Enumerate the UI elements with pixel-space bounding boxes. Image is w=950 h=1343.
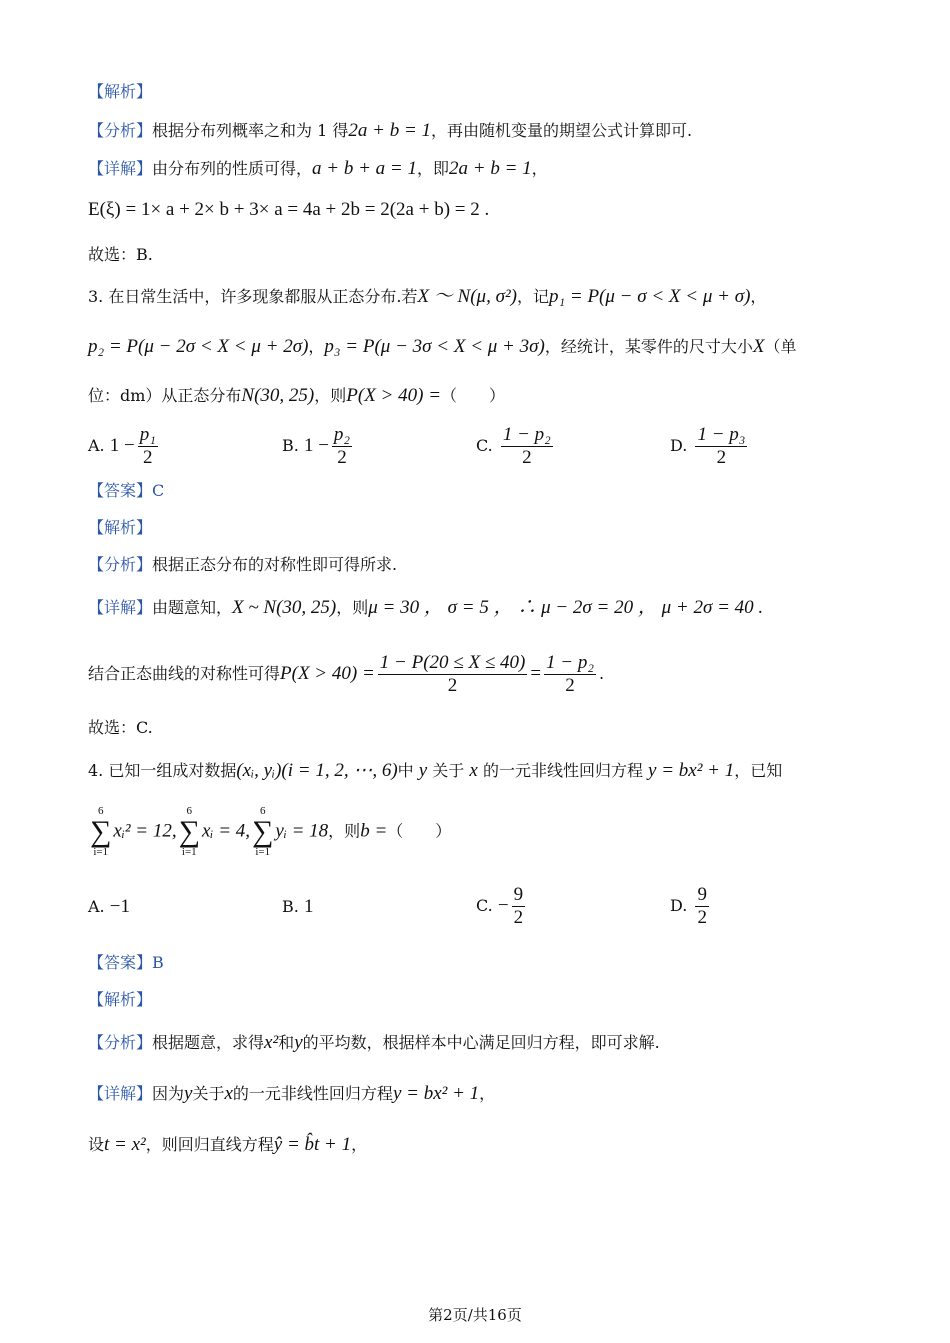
sum-lower: i=1	[181, 846, 197, 858]
analysis-line	[88, 119, 692, 143]
detail-text: 由分布列的性质可得，	[152, 159, 313, 178]
summation: 6 ∑ i=1	[90, 805, 112, 858]
detail-line	[88, 157, 548, 181]
detail-text: 的一元非线性回归方程	[232, 1084, 393, 1103]
q3-text: ，则	[314, 386, 347, 405]
fraction-numerator: p₁	[139, 424, 156, 445]
fraction-denominator: 2	[143, 446, 153, 468]
punct: ，	[531, 159, 548, 178]
q3-analysis-line	[88, 553, 397, 577]
analysis-text: 根据题意，求得	[152, 1033, 265, 1052]
q4-stem-line1	[88, 759, 782, 783]
q4-text: 中	[397, 761, 414, 780]
fraction-denominator: 2	[447, 674, 458, 696]
math-expr: p₂ = P(μ − 2σ < X < μ + 2σ)	[88, 336, 309, 357]
summation: 6 ∑ i=1	[178, 805, 200, 858]
fraction	[378, 652, 528, 697]
q4-text: 的一元非线性回归方程	[482, 761, 643, 780]
fraction-denominator: 2	[697, 906, 707, 928]
math-expr: ŷ = b̂t + 1	[273, 1134, 352, 1155]
q4-option-d	[670, 884, 712, 929]
q4-option-c	[476, 884, 528, 929]
fraction-numerator: 9	[513, 884, 524, 905]
q3-text: ，记	[517, 287, 550, 306]
math-expr: μ = 30 ， σ = 5 ， ∴ μ − 2σ = 20 ， μ + 2σ = 40 .	[368, 597, 764, 618]
fraction	[544, 652, 596, 697]
q3-option-b	[282, 424, 355, 469]
q4-option-a	[88, 896, 130, 918]
q3-symmetry-line	[88, 652, 604, 697]
sum-upper: 6	[186, 805, 193, 817]
math-expr: (xᵢ, yᵢ)(i = 1, 2, ⋯, 6)	[236, 760, 398, 781]
fraction-denominator: 2	[716, 446, 727, 468]
detail-text: ，则	[336, 598, 369, 617]
math-expr: x	[224, 1083, 233, 1104]
math-expr: P(X > 40) =	[346, 385, 442, 406]
option-label: C.	[476, 435, 493, 455]
q3-option-a	[88, 424, 161, 469]
math-expr: y	[418, 760, 428, 781]
expectation-equation: E(ξ) = 1× a + 2× b + 3× a = 4a + 2b = 2(2a + b) = 2 .	[88, 199, 490, 220]
punct: ，	[308, 337, 325, 356]
option-value: −	[497, 894, 509, 916]
punct: ，	[351, 1135, 368, 1154]
q3-answer: 【答案】C	[88, 481, 165, 500]
summation: 6 ∑ i=1	[252, 805, 274, 858]
math-expr: xᵢ = 4,	[202, 820, 251, 842]
detail-tag: 【详解】	[88, 159, 153, 178]
analysis-text: 的平均数，根据样本中心满足回归方程，即可求解.	[302, 1033, 660, 1052]
detail-text: 因为	[152, 1084, 185, 1103]
fraction	[695, 424, 747, 469]
q4-option-b	[282, 896, 313, 918]
punct: ，	[479, 1084, 496, 1103]
detail-text: 由题意知，	[152, 598, 233, 617]
q3-option-d	[670, 424, 750, 469]
math-expr: yᵢ = 18	[275, 820, 329, 842]
math-expr: X ～ N(μ, σ²)	[417, 286, 517, 307]
math-expr: p₁ = P(μ − σ < X < μ + σ)	[549, 286, 751, 307]
q4-text: 关于	[432, 761, 465, 780]
analysis-tail: ，再由随机变量的期望公式计算即可.	[431, 121, 693, 140]
fraction	[501, 424, 553, 469]
q3-analysis-heading: 【解析】	[88, 518, 153, 537]
math-expr: X	[752, 336, 765, 357]
q3-stem-line1	[88, 285, 766, 309]
analysis-text: 根据分布列概率之和为 1 得	[152, 121, 349, 140]
math-expr: y = bx² + 1	[392, 1083, 480, 1104]
math-expr: b =	[360, 820, 388, 842]
fraction-numerator: 1 − p₂	[546, 652, 594, 673]
math-expr: y	[294, 1032, 303, 1053]
analysis-tag: 【分析】	[88, 121, 153, 140]
fraction	[695, 884, 709, 929]
option-label: C.	[476, 895, 493, 915]
fraction-denominator: 2	[337, 446, 347, 468]
fraction-numerator: 1 − p₂	[502, 424, 551, 445]
option-label: D.	[670, 895, 688, 915]
math-expr: =	[530, 662, 542, 684]
option-prefix: 1 −	[109, 434, 135, 456]
math-expr: a + b + a = 1	[312, 158, 417, 179]
sum-lower: i=1	[93, 846, 109, 858]
q3-text: ，经统计，某零件的尺寸大小	[544, 337, 753, 356]
math-expr: X ~ N(30, 25)	[232, 597, 337, 618]
math-expr: t = x²	[104, 1134, 146, 1155]
q3-stem-line2	[88, 335, 796, 359]
analysis-text: 根据正态分布的对称性即可得所求.	[152, 555, 398, 574]
math-expr: xᵢ² = 12,	[113, 820, 177, 842]
detail-tag: 【详解】	[88, 598, 153, 617]
detail-text: 设	[88, 1135, 105, 1154]
detail-text: ，即	[417, 159, 450, 178]
fraction-numerator: 1 − P(20 ≤ X ≤ 40)	[379, 652, 526, 673]
q4-text: 4. 已知一组成对数据	[88, 761, 237, 780]
q3-stem-line3	[88, 384, 505, 408]
q3-text: 位：dm）从正态分布	[88, 386, 242, 405]
q4-answer: 【答案】B	[88, 953, 164, 972]
option-label: A.	[88, 897, 105, 916]
q3-text: （ ）	[441, 386, 506, 405]
punct: .	[598, 663, 605, 683]
option-value: 1	[303, 896, 314, 917]
fraction-numerator: 9	[697, 884, 707, 905]
detail-text: 关于	[192, 1084, 225, 1103]
q4-text: ，则	[328, 821, 361, 841]
q4-detail-line	[88, 1082, 495, 1106]
fraction-numerator: p₂	[333, 424, 351, 445]
answer-choice-line: 故选：B.	[88, 245, 153, 264]
math-expr: y = bx² + 1	[648, 760, 735, 781]
math-expr: 2a + b = 1	[348, 120, 432, 141]
q4-stem-line2	[88, 806, 451, 858]
math-expr: P(X > 40) =	[280, 662, 375, 684]
option-label: B.	[282, 435, 299, 455]
math-expr: x²	[264, 1032, 279, 1053]
analysis-tag: 【分析】	[88, 555, 153, 574]
fraction-numerator: 1 − p₃	[697, 424, 746, 445]
q4-text: （ ）	[387, 821, 452, 841]
q3-option-c	[476, 424, 556, 469]
math-expr: 2a + b = 1	[449, 158, 532, 179]
detail-text: ，则回归直线方程	[145, 1135, 274, 1154]
math-expr: x	[469, 760, 478, 781]
option-prefix: 1 −	[303, 434, 329, 456]
q3-detail-line	[88, 596, 763, 620]
page-footer: 第2页/共16页	[428, 1306, 522, 1324]
option-label: A.	[88, 435, 105, 455]
fraction-denominator: 2	[513, 906, 524, 928]
sum-lower: i=1	[255, 846, 271, 858]
detail-tag: 【详解】	[88, 1084, 153, 1103]
option-label: D.	[670, 435, 688, 455]
q4-substitution-line	[88, 1133, 367, 1157]
sum-upper: 6	[259, 805, 266, 817]
q4-analysis-line	[88, 1031, 660, 1055]
analysis-tag: 【分析】	[88, 1033, 153, 1052]
option-label: B.	[282, 897, 299, 916]
option-value: −1	[109, 896, 130, 917]
analysis-text: 和	[278, 1033, 295, 1052]
q4-text: ，已知	[734, 761, 783, 780]
fraction-denominator: 2	[565, 674, 575, 696]
math-expr: p₃ = P(μ − 3σ < X < μ + 3σ)	[324, 336, 545, 357]
fraction	[138, 424, 158, 469]
q4-analysis-heading: 【解析】	[88, 990, 153, 1009]
punct: ，	[750, 287, 767, 306]
fraction	[512, 884, 526, 929]
sum-upper: 6	[97, 805, 104, 817]
q3-choice-line: 故选：C.	[88, 718, 153, 737]
math-expr: y	[184, 1083, 193, 1104]
math-expr: N(30, 25)	[241, 385, 315, 406]
fraction	[332, 424, 352, 469]
analysis-heading: 【解析】	[88, 82, 153, 101]
q3-text: 3. 在日常生活中，许多现象都服从正态分布.若	[88, 287, 418, 306]
fraction-denominator: 2	[522, 446, 532, 468]
q3-text: （单	[764, 337, 797, 356]
detail-text: 结合正态曲线的对称性可得	[88, 663, 281, 683]
